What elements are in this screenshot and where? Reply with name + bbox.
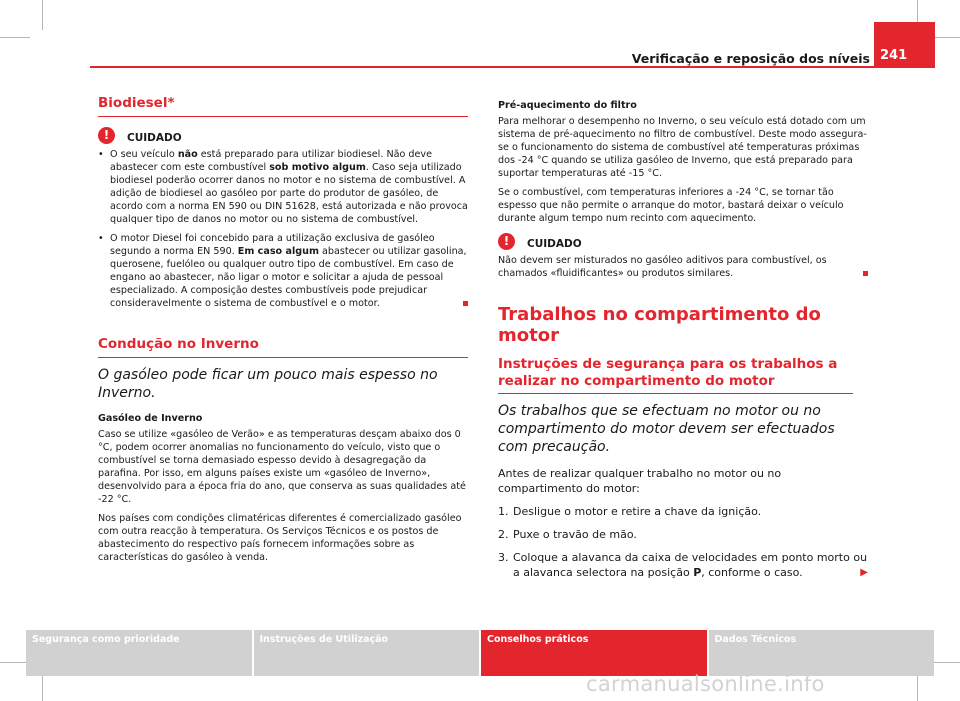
safety-lead: Os trabalhos que se efectuam no motor ou no compartimento do motor devem ser efectuados com precaução. bbox=[498, 403, 835, 455]
warning-icon: ! bbox=[498, 233, 515, 250]
preheat-paragraph: Para melhorar o desempenho no Inverno, o seu veículo está dotado com um sistema de pré-aquecimento no filtro de combustível. Deste modo assegura-se o funcionamento do sistema de combustível até temperaturas próximas dos -24 °C quando se utiliza gasóleo de Inverno, que está preparado para suportar temperaturas até -15 °C. bbox=[498, 116, 867, 179]
emphasis: P bbox=[693, 566, 702, 579]
tab-seguranca[interactable]: Segurança como prioridade bbox=[26, 630, 252, 676]
safety-heading: Instruções de segurança para os trabalhos a realizar no compartimento do motor bbox=[498, 356, 838, 389]
footer-nav bbox=[26, 630, 934, 676]
text: . Caso seja utilizado biodiesel poderão ocorrer danos no motor e no sistema de combustível. A adição de biodiesel ao gasóleo por parte do produtor de gasóleo, de acordo com a norma EN 590 ou DIN 51628, está autorizada e não provoca qualquer tipo de danos no motor ou no sistema de combustível. bbox=[110, 162, 468, 225]
heading-rule bbox=[498, 393, 853, 394]
step-text: , conforme o caso. bbox=[701, 566, 803, 579]
engine-heading: Trabalhos no compartimento do motor bbox=[498, 304, 821, 346]
page-title: Verificação e reposição dos níveis bbox=[631, 51, 870, 66]
step-text: Puxe o travão de mão. bbox=[513, 528, 637, 541]
winter-heading: Condução no Inverno bbox=[98, 336, 259, 352]
winter-paragraph: Caso se utilize «gasóleo de Verão» e as temperaturas desçam abaixo dos 0 °C, podem ocorrer anomalias no funcionamento do veículo, visto que o combustível se torna demasiado espesso devido à desagregação da parafina. Por isso, em alguns países existe um «gasóleo de Inverno», desenvolvido para a época fria do ano, que conserva as suas qualidades até -22 °C. bbox=[98, 429, 466, 505]
header-rule bbox=[90, 66, 934, 68]
preheat-subheading: Pré-aquecimento do filtro bbox=[498, 100, 637, 111]
text: abastecer ou utilizar gasolina, querosene, fuelóleo ou qualquer outro tipo de combustível. Em caso de engano ao abastecer, não ligar o motor e solicitar a ajuda de pessoal especializado. A composição destes combustíveis pode prejudicar consideravelmente o sistema de combustível e o motor. bbox=[110, 246, 467, 309]
caution-box bbox=[498, 233, 868, 250]
steps-list bbox=[498, 504, 868, 580]
text: O motor Diesel foi concebido para a utilização exclusiva de gasóleo segundo a norma EN 590. bbox=[110, 233, 435, 257]
crop-mark bbox=[917, 672, 918, 701]
step-number: 1. bbox=[498, 505, 509, 518]
caution-title: CUIDADO bbox=[127, 132, 182, 144]
tab-dados[interactable]: Dados Técnicos bbox=[709, 630, 935, 676]
caution-title: CUIDADO bbox=[527, 238, 582, 250]
emphasis: não bbox=[177, 149, 198, 160]
tab-conselhos[interactable]: Conselhos práticos bbox=[481, 630, 707, 676]
text: está preparado para utilizar biodiesel. Não deve abastecer com este combustível bbox=[110, 149, 432, 173]
page-number: 241 bbox=[880, 48, 908, 63]
crop-mark bbox=[0, 37, 30, 38]
crop-mark bbox=[42, 672, 43, 701]
page-number-box bbox=[874, 22, 935, 68]
right-column bbox=[498, 99, 868, 588]
list-item bbox=[498, 504, 868, 519]
crop-mark bbox=[930, 662, 960, 663]
winter-paragraph: Nos países com condições climatéricas diferentes é comercializado gasóleo com outra reacção à temperatura. Os Serviços Técnicos e os postos de abastecimento do respectivo país fornecem informações sobre as características do gasóleo à venda. bbox=[98, 513, 462, 563]
biodiesel-heading: Biodiesel* bbox=[98, 95, 175, 111]
end-marker bbox=[863, 271, 868, 276]
caution-box bbox=[98, 127, 468, 144]
winter-subheading: Gasóleo de Inverno bbox=[98, 413, 203, 424]
caution-bullet bbox=[98, 232, 468, 310]
text: O seu veículo bbox=[110, 149, 178, 160]
continue-arrow-icon: ▶ bbox=[860, 567, 868, 578]
list-item bbox=[498, 550, 868, 580]
left-column bbox=[98, 95, 468, 570]
caution-bullet bbox=[98, 148, 468, 226]
emphasis: sob motivo algum bbox=[269, 162, 366, 173]
list-item bbox=[498, 527, 868, 542]
step-text: Coloque a alavanca da caixa de velocidades em ponto morto ou a alavanca selectora na posição bbox=[513, 551, 868, 579]
end-marker bbox=[463, 301, 468, 306]
caution-text bbox=[498, 254, 868, 280]
safety-intro: Antes de realizar qualquer trabalho no motor ou no compartimento do motor: bbox=[498, 467, 782, 495]
tab-instrucoes[interactable]: Instruções de Utilização bbox=[254, 630, 480, 676]
heading-rule bbox=[98, 116, 468, 117]
winter-lead: O gasóleo pode ficar um pouco mais espesso no Inverno. bbox=[98, 367, 438, 401]
text: Não devem ser misturados no gasóleo aditivos para combustível, os chamados «fluidificantes» ou produtos similares. bbox=[498, 255, 827, 279]
step-text: Desligue o motor e retire a chave da ignição. bbox=[513, 505, 762, 518]
warning-icon: ! bbox=[98, 127, 115, 144]
watermark: carmanualsonline.info bbox=[586, 672, 825, 696]
emphasis: Em caso algum bbox=[237, 246, 319, 257]
step-number: 3. bbox=[498, 551, 509, 564]
heading-rule bbox=[98, 357, 468, 358]
crop-mark bbox=[42, 0, 43, 30]
preheat-paragraph: Se o combustível, com temperaturas inferiores a -24 °C, se tornar tão espesso que não permite o arranque do motor, bastará deixar o veículo durante algum tempo num recinto com aquecimento. bbox=[498, 187, 844, 224]
step-number: 2. bbox=[498, 528, 509, 541]
